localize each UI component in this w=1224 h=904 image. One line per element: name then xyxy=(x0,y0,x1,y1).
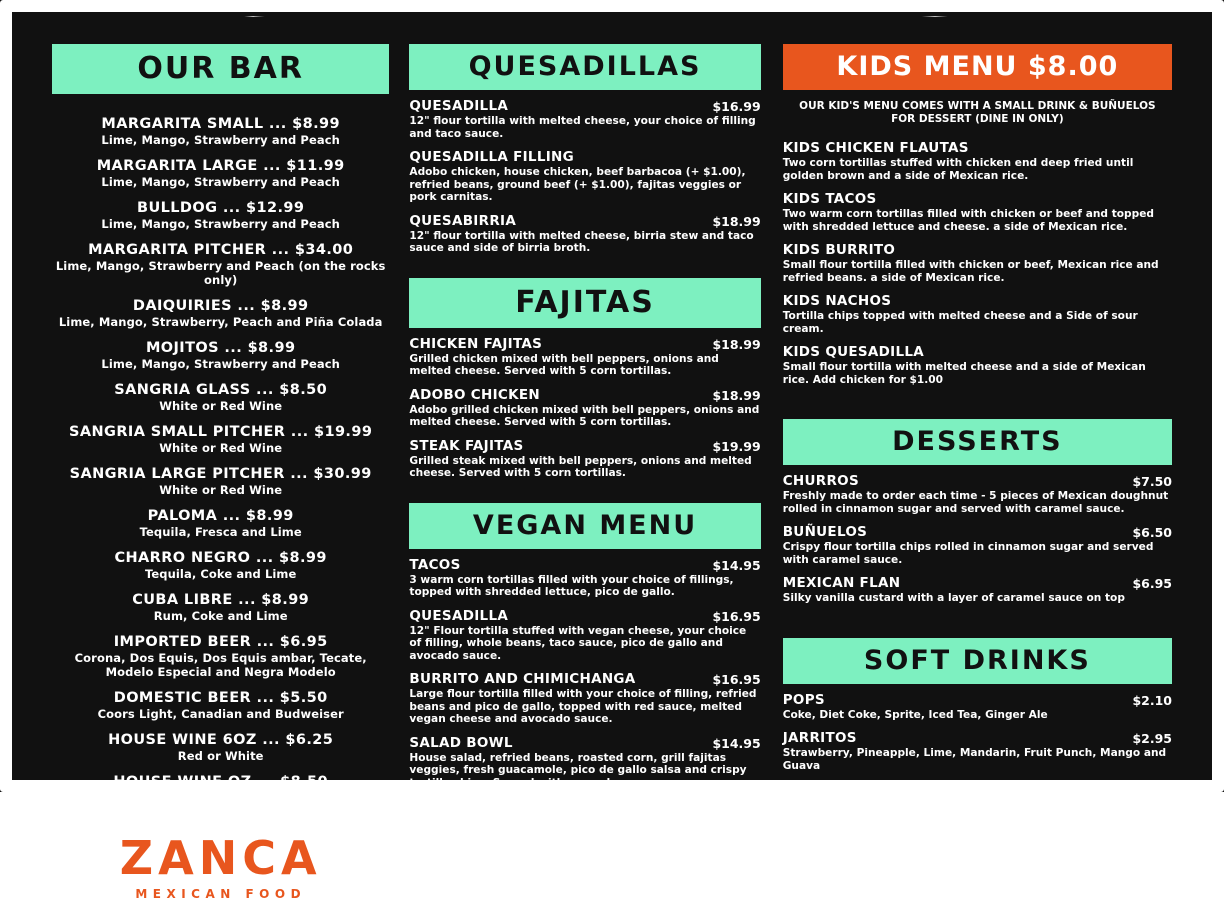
bar-item-desc: Red or White xyxy=(177,749,264,763)
list-item xyxy=(52,158,389,189)
item-price: $6.50 xyxy=(1132,525,1172,541)
item-name: QUESADILLA FILLING xyxy=(409,149,575,165)
bar-item-name: MARGARITA LARGE ... $11.99 xyxy=(96,158,345,174)
item-price: $2.95 xyxy=(1132,731,1172,747)
list-item xyxy=(52,690,389,721)
soft-drinks-item-list xyxy=(783,692,1172,811)
item-name: QUESABIRRIA xyxy=(409,212,517,229)
item-price: $19.99 xyxy=(712,438,761,454)
brand-name: ZANCA xyxy=(119,831,322,885)
kids-item-list xyxy=(783,140,1172,386)
item-name: BUÑUELOS xyxy=(782,524,868,541)
list-item xyxy=(52,592,389,623)
list-item xyxy=(409,862,760,904)
list-item xyxy=(52,116,389,147)
brand-tagline: MEXICAN FOOD xyxy=(135,887,307,901)
item-desc: 12" Flour tortilla stuffed with vegan cheese, your choice of filling, whole beans, taco sauce, pico de gallo and avocado sauce. xyxy=(409,624,747,662)
bar-item-list xyxy=(52,116,389,805)
item-desc: Freshly made to order each time - 5 pieces of Mexican doughnut rolled in cinnamon sugar and served with caramel sauce. xyxy=(782,490,1169,515)
list-item xyxy=(783,140,1172,182)
item-desc: 12" flour tortilla with melted cheese, birria stew and taco sauce and side of birria broth. xyxy=(409,229,754,254)
bar-item-desc: Coors Light, Canadian and Budweiser xyxy=(97,707,344,721)
list-item xyxy=(409,608,760,663)
list-item xyxy=(52,242,389,287)
bar-item-desc: Lime, Mango, Strawberry and Peach xyxy=(101,133,340,147)
item-desc: Lime, Mango, Strawberry, Peach and Piña Colada xyxy=(782,798,1077,811)
bar-item-desc: White or Red Wine xyxy=(159,441,283,455)
bar-item-name: CUBA LIBRE ... $8.99 xyxy=(132,592,310,608)
bar-item-name: HOUSE WINE 6OZ ... $6.25 xyxy=(108,732,334,748)
item-name: CHURROS xyxy=(782,473,859,490)
item-desc: House salad, refried beans, roasted corn, grill fajitas veggies, fresh guacamole, pico de gallo salsa and crispy tortilla chips. Served with avocado sauce. xyxy=(409,751,747,789)
bar-item-name: IMPORTED BEER ... $6.95 xyxy=(113,634,328,650)
item-desc: Fajitas veggies, refried beans and adobo beyond meat (+ $2.00). xyxy=(409,878,753,903)
section-title-bar: OUR BAR xyxy=(52,44,389,94)
item-desc: Grilled steak mixed with bell peppers, onions and melted cheese. Served with 5 corn tortillas. xyxy=(409,454,752,479)
list-item xyxy=(409,557,760,599)
item-desc: Large flour tortilla filled with your choice of filling, refried beans and pico de gallo, topped with red sauce, melted vegan cheese and avocado sauce. xyxy=(409,688,757,725)
item-name: BURRITO AND CHIMICHANGA xyxy=(409,671,636,687)
bar-item-desc: Lime, Mango, Strawberry and Peach xyxy=(101,357,340,371)
item-name: KIDS QUESADILLA xyxy=(782,344,925,361)
item-desc: Strawberry, Pineapple, Lime, Mandarin, Fruit Punch, Mango and Guava xyxy=(782,747,1167,772)
list-item xyxy=(52,550,389,581)
item-price: $6.95 xyxy=(1132,576,1172,592)
bar-item-desc: Corona, Dos Equis, Dos Equis ambar, Tecate, Modelo Especial and Negra Modelo xyxy=(74,651,367,679)
column-food xyxy=(409,44,761,903)
item-desc: Coke, Diet Coke, Sprite, Iced Tea, Ginger Ale xyxy=(782,708,1048,721)
list-item xyxy=(409,671,760,726)
item-desc: Adobo grilled chicken mixed with bell peppers, onions and melted cheese. Served with 5 corn tortillas. xyxy=(409,403,760,428)
item-name: KIDS TACOS xyxy=(782,191,877,208)
item-desc: Mexican rice, refried beans, roasted corn, grill fajitas veggies, fresh guacamole, pico de gallo salsa and crispy tortilla chips. Served with vegan avocado sauce. xyxy=(409,815,747,852)
list-item xyxy=(409,387,760,429)
item-name: QUESADILLA xyxy=(409,607,509,624)
list-item xyxy=(783,524,1172,566)
list-item xyxy=(783,575,1172,605)
list-item xyxy=(52,634,389,679)
bar-item-desc: Lime, Mango, Strawberry, Peach and Piña Colada xyxy=(58,315,383,329)
item-name: CHICKEN FAJITAS xyxy=(409,335,543,352)
list-item xyxy=(783,293,1172,335)
bar-item-name: HOUSE WINE OZ ... $8.50 xyxy=(113,774,328,790)
item-name: KIDS NACHOS xyxy=(782,293,892,310)
item-name: JARRITOS xyxy=(782,730,857,747)
item-name: QUESADILLA xyxy=(409,98,509,114)
list-item xyxy=(52,508,389,539)
item-price: $18.99 xyxy=(712,387,761,403)
bar-item-desc: White or Red Wine xyxy=(159,483,283,497)
list-item xyxy=(783,191,1172,233)
vegan-item-list xyxy=(409,557,760,904)
bar-item-name: SANGRIA LARGE PITCHER ... $30.99 xyxy=(69,466,372,482)
item-desc: Grilled chicken mixed with bell peppers, onions and melted cheese. Served with 5 corn tortillas. xyxy=(409,352,719,377)
item-price: $18.99 xyxy=(712,213,761,229)
bar-item-desc: Tequila, Coke and Lime xyxy=(144,567,297,581)
bar-item-name: MOJITOS ... $8.99 xyxy=(145,340,296,356)
item-name: SALAD BOWL xyxy=(409,734,513,751)
bar-item-name: MARGARITA SMALL ... $8.99 xyxy=(101,116,340,132)
item-price: $14.95 xyxy=(712,735,761,751)
item-name: VEGAN FILLINGS xyxy=(409,861,540,878)
item-desc: Two warm corn tortillas filled with chicken or beef and topped with shredded lettuce and cheese. a side of Mexican rice. xyxy=(782,208,1154,233)
bar-item-name: MARGARITA PITCHER ... $34.00 xyxy=(88,242,354,258)
item-desc: 3 warm corn tortillas filled with your choice of fillings, topped with shredded lettuce, pico de gallo. xyxy=(409,573,734,598)
item-name: MEXICAN FLAN xyxy=(782,575,901,592)
bar-item-name: PALOMA ... $8.99 xyxy=(147,508,294,524)
item-name: KIDS CHICKEN FLAUTAS xyxy=(782,140,969,157)
section-title-soft-drinks: SOFT DRINKS xyxy=(783,638,1172,684)
desserts-item-list xyxy=(783,473,1172,605)
item-name: ADOBO CHICKEN xyxy=(409,386,540,403)
list-item xyxy=(783,781,1172,811)
list-item xyxy=(409,438,760,480)
item-desc: Crispy flour tortilla chips rolled in cinnamon sugar and served with caramel sauce. xyxy=(782,541,1154,566)
list-item xyxy=(52,340,389,371)
brand-logo xyxy=(52,831,389,901)
fajitas-item-list xyxy=(409,336,760,480)
item-desc: Small flour tortilla with melted cheese and a side of Mexican rice. Add chicken for $1.00 xyxy=(782,361,1146,386)
bar-item-desc: Lime, Mango, Strawberry and Peach xyxy=(101,217,340,231)
item-desc: Silky vanilla custard with a layer of caramel sauce on top xyxy=(782,592,1125,605)
item-price: $16.99 xyxy=(712,99,761,114)
list-item xyxy=(409,98,760,140)
item-price: $7.50 xyxy=(1132,474,1172,490)
list-item xyxy=(783,692,1172,722)
list-item xyxy=(783,344,1172,386)
bar-item-desc: Lime, Mango, Strawberry and Peach xyxy=(101,175,340,189)
item-price: $16.95 xyxy=(712,608,761,624)
item-price: $14.95 xyxy=(712,557,761,573)
item-name: KIDS BURRITO xyxy=(782,242,896,259)
bar-item-name: BULLDOG ... $12.99 xyxy=(137,200,305,216)
bar-item-name: SANGRIA SMALL PITCHER ... $19.99 xyxy=(69,424,373,440)
item-desc: Small flour tortilla filled with chicken or beef, Mexican rice and refried beans. a side of Mexican rice. xyxy=(782,259,1159,284)
item-name: STEAK FAJITAS xyxy=(409,437,524,454)
section-title-desserts: DESSERTS xyxy=(783,419,1172,465)
bar-item-name: CHARRO NEGRO ... $8.99 xyxy=(114,550,327,566)
section-title-fajitas: FAJITAS xyxy=(409,278,760,328)
column-kids-desserts-drinks xyxy=(782,44,1172,811)
list-item xyxy=(52,382,389,413)
item-desc: Tortilla chips topped with melted cheese and a Side of sour cream. xyxy=(782,310,1138,335)
item-desc: Adobo chicken, house chicken, beef barbacoa (+ $1.00), refried beans, ground beef (+ $1.00), fajitas veggies or pork carnitas. xyxy=(409,166,746,203)
item-price: $2.10 xyxy=(1132,692,1172,708)
item-price: $18.99 xyxy=(712,336,761,352)
item-price: $16.95 xyxy=(712,672,761,687)
list-item xyxy=(52,298,389,329)
bar-item-name: DAIQUIRIES ... $8.99 xyxy=(132,298,309,314)
bar-item-desc: Lime, Mango, Strawberry and Peach (on the rocks only) xyxy=(55,259,386,287)
item-price: $4.95 xyxy=(1132,782,1172,798)
bar-item-desc: Red or White xyxy=(177,791,264,805)
item-price: $15.95 xyxy=(712,799,761,814)
item-name: SMOTHIES xyxy=(782,781,865,798)
bar-item-name: DOMESTIC BEER ... $5.50 xyxy=(113,690,328,706)
list-item xyxy=(52,774,389,805)
item-name: TACOS xyxy=(409,556,461,573)
list-item xyxy=(52,732,389,763)
list-item xyxy=(409,735,760,790)
kids-menu-note: OUR KID'S MENU COMES WITH A SMALL DRINK & BUÑUELOS FOR DESSERT (DINE IN ONLY) xyxy=(799,100,1156,126)
bar-item-desc: Rum, Coke and Lime xyxy=(153,609,288,623)
quesadillas-item-list xyxy=(409,98,760,255)
list-item xyxy=(52,424,389,455)
item-name: RICE BOWL xyxy=(409,798,497,814)
list-item xyxy=(783,730,1172,772)
list-item xyxy=(409,336,760,378)
list-item xyxy=(52,466,389,497)
bar-item-desc: White or Red Wine xyxy=(159,399,283,413)
item-desc: Two corn tortillas stuffed with chicken end deep fried until golden brown and a side of Mexican rice. xyxy=(782,157,1134,182)
item-desc: 12" flour tortilla with melted cheese, your choice of filling and taco sauce. xyxy=(409,115,756,140)
item-name: POPS xyxy=(782,691,825,708)
list-item xyxy=(409,798,760,853)
list-item xyxy=(409,213,760,255)
list-item xyxy=(52,200,389,231)
list-item xyxy=(783,473,1172,515)
list-item xyxy=(409,149,760,204)
section-title-kids: KIDS MENU $8.00 xyxy=(783,44,1172,90)
bar-item-name: SANGRIA GLASS ... $8.50 xyxy=(114,382,328,398)
section-title-vegan: VEGAN MENU xyxy=(409,503,760,549)
list-item xyxy=(783,242,1172,284)
section-title-quesadillas: QUESADILLAS xyxy=(409,44,760,90)
bar-item-desc: Tequila, Fresca and Lime xyxy=(139,525,302,539)
menu-content xyxy=(22,22,1202,903)
column-bar xyxy=(52,44,389,901)
